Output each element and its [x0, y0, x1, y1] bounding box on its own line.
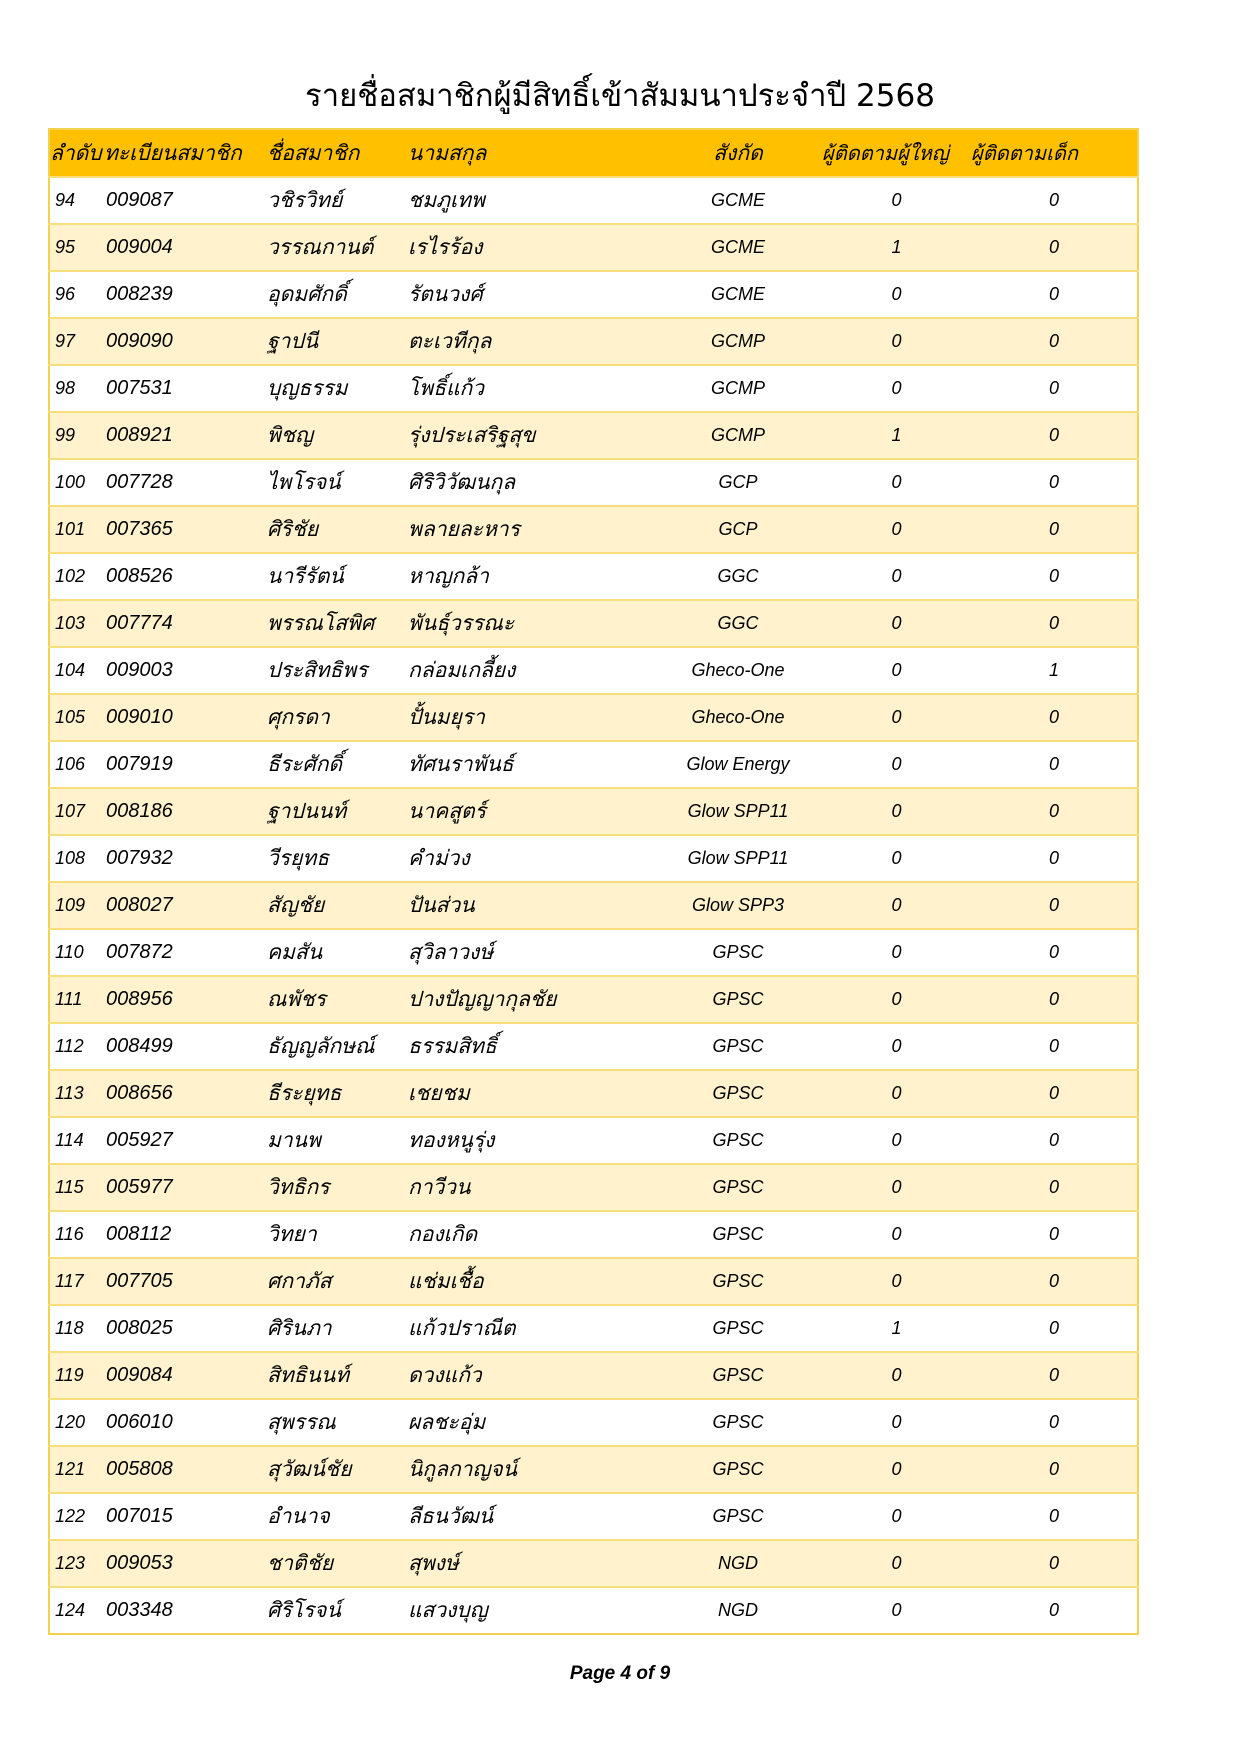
- cell-first-name: วชิรวิทย์: [267, 177, 408, 224]
- cell-adult-companions: 0: [822, 1211, 971, 1258]
- cell-adult-companions: 0: [822, 1164, 971, 1211]
- cell-org: GCP: [654, 506, 822, 553]
- page-footer: Page 4 of 9: [569, 1663, 671, 1684]
- cell-last-name: นิกูลกาญจน์: [408, 1446, 654, 1493]
- cell-adult-companions: 0: [822, 741, 971, 788]
- table-row: [49, 412, 1138, 459]
- cell-adult-companions: 0: [822, 1070, 971, 1117]
- cell-first-name: อุดมศักดิ์: [267, 271, 408, 318]
- cell-member-id: 008027: [104, 882, 267, 929]
- cell-last-name: สุพงษ์: [408, 1540, 654, 1587]
- cell-first-name: สิทธินนท์: [267, 1352, 408, 1399]
- cell-member-id: 008239: [104, 271, 267, 318]
- table-row: [49, 600, 1138, 647]
- cell-child-companions: 0: [971, 459, 1138, 506]
- cell-no: 121: [49, 1446, 104, 1493]
- cell-no: 120: [49, 1399, 104, 1446]
- cell-member-id: 007365: [104, 506, 267, 553]
- cell-org: GPSC: [654, 1117, 822, 1164]
- cell-org: GCMP: [654, 412, 822, 459]
- cell-member-id: 005977: [104, 1164, 267, 1211]
- cell-child-companions: 0: [971, 1211, 1138, 1258]
- cell-no: 112: [49, 1023, 104, 1070]
- cell-child-companions: 0: [971, 224, 1138, 271]
- cell-last-name: ปางปัญญากุลชัย: [408, 976, 654, 1023]
- cell-org: GGC: [654, 553, 822, 600]
- cell-first-name: วิทยา: [267, 1211, 408, 1258]
- cell-child-companions: 0: [971, 1258, 1138, 1305]
- table-row: [49, 929, 1138, 976]
- cell-first-name: ศิรินภา: [267, 1305, 408, 1352]
- cell-member-id: 009084: [104, 1352, 267, 1399]
- table-row: [49, 835, 1138, 882]
- cell-last-name: ดวงแก้ว: [408, 1352, 654, 1399]
- header-first-name: ชื่อสมาชิก: [267, 129, 408, 177]
- cell-last-name: ทัศนราพันธ์: [408, 741, 654, 788]
- cell-org: GPSC: [654, 1258, 822, 1305]
- cell-no: 101: [49, 506, 104, 553]
- cell-first-name: ศิริโรจน์: [267, 1587, 408, 1634]
- cell-last-name: คำม่วง: [408, 835, 654, 882]
- cell-child-companions: 0: [971, 741, 1138, 788]
- cell-child-companions: 0: [971, 553, 1138, 600]
- cell-last-name: ตะเวทีกุล: [408, 318, 654, 365]
- table-row: [49, 506, 1138, 553]
- cell-no: 110: [49, 929, 104, 976]
- cell-child-companions: 0: [971, 1164, 1138, 1211]
- cell-adult-companions: 0: [822, 1258, 971, 1305]
- cell-last-name: แช่มเชื้อ: [408, 1258, 654, 1305]
- cell-child-companions: 0: [971, 788, 1138, 835]
- cell-first-name: คมสัน: [267, 929, 408, 976]
- cell-no: 122: [49, 1493, 104, 1540]
- cell-child-companions: 0: [971, 835, 1138, 882]
- cell-first-name: พิชญ: [267, 412, 408, 459]
- table-row: [49, 1211, 1138, 1258]
- cell-child-companions: 0: [971, 1399, 1138, 1446]
- table-row: [49, 365, 1138, 412]
- cell-first-name: วรรณกานต์: [267, 224, 408, 271]
- cell-last-name: พลายละหาร: [408, 506, 654, 553]
- cell-last-name: นาคสูตร์: [408, 788, 654, 835]
- cell-member-id: 009003: [104, 647, 267, 694]
- cell-member-id: 007728: [104, 459, 267, 506]
- cell-child-companions: 0: [971, 365, 1138, 412]
- cell-child-companions: 0: [971, 929, 1138, 976]
- cell-first-name: สุวัฒน์ชัย: [267, 1446, 408, 1493]
- cell-adult-companions: 0: [822, 788, 971, 835]
- cell-org: Glow SPP11: [654, 835, 822, 882]
- cell-adult-companions: 1: [822, 224, 971, 271]
- cell-no: 96: [49, 271, 104, 318]
- cell-adult-companions: 0: [822, 1540, 971, 1587]
- cell-member-id: 007774: [104, 600, 267, 647]
- cell-adult-companions: 0: [822, 271, 971, 318]
- cell-org: GPSC: [654, 1305, 822, 1352]
- cell-no: 98: [49, 365, 104, 412]
- cell-adult-companions: 0: [822, 318, 971, 365]
- table-row: [49, 647, 1138, 694]
- cell-org: Gheco-One: [654, 694, 822, 741]
- header-member-id: ทะเบียนสมาชิก: [104, 129, 267, 177]
- cell-member-id: 007932: [104, 835, 267, 882]
- cell-first-name: ธีระศักดิ์: [267, 741, 408, 788]
- cell-last-name: ผลชะอุ่ม: [408, 1399, 654, 1446]
- cell-last-name: ทองหนูรุ่ง: [408, 1117, 654, 1164]
- cell-last-name: กล่อมเกลี้ยง: [408, 647, 654, 694]
- cell-child-companions: 0: [971, 412, 1138, 459]
- table-row: [49, 1305, 1138, 1352]
- cell-no: 99: [49, 412, 104, 459]
- cell-no: 100: [49, 459, 104, 506]
- cell-last-name: รัตนวงศ์: [408, 271, 654, 318]
- table-row: [49, 1399, 1138, 1446]
- cell-first-name: ศิริชัย: [267, 506, 408, 553]
- table-body: [49, 177, 1138, 1634]
- cell-last-name: ชมภูเทพ: [408, 177, 654, 224]
- table-row: [49, 1070, 1138, 1117]
- cell-no: 106: [49, 741, 104, 788]
- member-table: [48, 128, 1139, 1635]
- cell-child-companions: 0: [971, 1352, 1138, 1399]
- cell-org: GCMP: [654, 365, 822, 412]
- header-last-name: นามสกุล: [408, 129, 654, 177]
- cell-child-companions: 0: [971, 1540, 1138, 1587]
- cell-member-id: 005808: [104, 1446, 267, 1493]
- cell-first-name: ประสิทธิพร: [267, 647, 408, 694]
- cell-member-id: 008526: [104, 553, 267, 600]
- cell-member-id: 009087: [104, 177, 267, 224]
- cell-last-name: เชยชม: [408, 1070, 654, 1117]
- cell-adult-companions: 0: [822, 365, 971, 412]
- table-row: [49, 459, 1138, 506]
- cell-adult-companions: 0: [822, 929, 971, 976]
- table-row: [49, 553, 1138, 600]
- cell-adult-companions: 0: [822, 647, 971, 694]
- cell-no: 115: [49, 1164, 104, 1211]
- cell-member-id: 007531: [104, 365, 267, 412]
- cell-adult-companions: 1: [822, 412, 971, 459]
- cell-last-name: ลีธนวัฒน์: [408, 1493, 654, 1540]
- cell-first-name: ฐาปนี: [267, 318, 408, 365]
- table-row: [49, 976, 1138, 1023]
- cell-adult-companions: 0: [822, 1352, 971, 1399]
- cell-org: GCMP: [654, 318, 822, 365]
- cell-first-name: มานพ: [267, 1117, 408, 1164]
- header-row: [49, 129, 1138, 177]
- cell-no: 97: [49, 318, 104, 365]
- cell-no: 103: [49, 600, 104, 647]
- cell-member-id: 007705: [104, 1258, 267, 1305]
- cell-first-name: วิทธิกร: [267, 1164, 408, 1211]
- table-row: [49, 1023, 1138, 1070]
- cell-first-name: ศุกรดา: [267, 694, 408, 741]
- cell-last-name: เรไรร้อง: [408, 224, 654, 271]
- cell-adult-companions: 0: [822, 1117, 971, 1164]
- cell-last-name: ปั้นมยุรา: [408, 694, 654, 741]
- cell-org: GPSC: [654, 1211, 822, 1258]
- cell-no: 123: [49, 1540, 104, 1587]
- cell-first-name: ฐาปนนท์: [267, 788, 408, 835]
- cell-member-id: 008025: [104, 1305, 267, 1352]
- cell-org: GCME: [654, 271, 822, 318]
- cell-member-id: 008112: [104, 1211, 267, 1258]
- cell-first-name: พรรณโสพิศ: [267, 600, 408, 647]
- cell-no: 114: [49, 1117, 104, 1164]
- cell-member-id: 009004: [104, 224, 267, 271]
- cell-member-id: 009053: [104, 1540, 267, 1587]
- cell-child-companions: 0: [971, 177, 1138, 224]
- cell-org: GPSC: [654, 1070, 822, 1117]
- table-row: [49, 177, 1138, 224]
- cell-last-name: แก้วปราณีต: [408, 1305, 654, 1352]
- table-row: [49, 1117, 1138, 1164]
- cell-org: GCP: [654, 459, 822, 506]
- cell-member-id: 008186: [104, 788, 267, 835]
- cell-last-name: ปันส่วน: [408, 882, 654, 929]
- cell-last-name: กาวีวน: [408, 1164, 654, 1211]
- cell-adult-companions: 1: [822, 1305, 971, 1352]
- cell-no: 118: [49, 1305, 104, 1352]
- cell-adult-companions: 0: [822, 1493, 971, 1540]
- table-row: [49, 1493, 1138, 1540]
- cell-first-name: ณพัชร: [267, 976, 408, 1023]
- table-row: [49, 1352, 1138, 1399]
- cell-child-companions: 0: [971, 1023, 1138, 1070]
- cell-member-id: 008656: [104, 1070, 267, 1117]
- header-adult-companions: ผู้ติดตามผู้ใหญ่: [822, 129, 971, 177]
- cell-child-companions: 0: [971, 1070, 1138, 1117]
- table-row: [49, 224, 1138, 271]
- table-row: [49, 694, 1138, 741]
- cell-member-id: 006010: [104, 1399, 267, 1446]
- header-no: ลำดับ: [49, 129, 104, 177]
- cell-child-companions: 1: [971, 647, 1138, 694]
- cell-member-id: 003348: [104, 1587, 267, 1634]
- cell-org: NGD: [654, 1587, 822, 1634]
- cell-adult-companions: 0: [822, 1023, 971, 1070]
- cell-no: 109: [49, 882, 104, 929]
- cell-last-name: ธรรมสิทธิ์: [408, 1023, 654, 1070]
- cell-first-name: ศกาภัส: [267, 1258, 408, 1305]
- cell-first-name: ไพโรจน์: [267, 459, 408, 506]
- cell-no: 119: [49, 1352, 104, 1399]
- cell-first-name: นารีรัตน์: [267, 553, 408, 600]
- cell-adult-companions: 0: [822, 553, 971, 600]
- cell-adult-companions: 0: [822, 694, 971, 741]
- table-row: [49, 318, 1138, 365]
- cell-child-companions: 0: [971, 976, 1138, 1023]
- cell-first-name: ธัญญลักษณ์: [267, 1023, 408, 1070]
- cell-first-name: ชาติชัย: [267, 1540, 408, 1587]
- cell-no: 104: [49, 647, 104, 694]
- cell-org: GPSC: [654, 1023, 822, 1070]
- cell-member-id: 008956: [104, 976, 267, 1023]
- cell-last-name: กองเกิด: [408, 1211, 654, 1258]
- cell-last-name: สุวิลาวงษ์: [408, 929, 654, 976]
- cell-last-name: ศิริวิวัฒนกุล: [408, 459, 654, 506]
- cell-adult-companions: 0: [822, 882, 971, 929]
- cell-child-companions: 0: [971, 271, 1138, 318]
- cell-child-companions: 0: [971, 318, 1138, 365]
- cell-child-companions: 0: [971, 1305, 1138, 1352]
- cell-last-name: รุ่งประเสริฐสุข: [408, 412, 654, 459]
- cell-org: Glow Energy: [654, 741, 822, 788]
- cell-adult-companions: 0: [822, 835, 971, 882]
- cell-no: 124: [49, 1587, 104, 1634]
- cell-last-name: แสวงบุญ: [408, 1587, 654, 1634]
- cell-member-id: 008921: [104, 412, 267, 459]
- cell-no: 94: [49, 177, 104, 224]
- cell-org: Gheco-One: [654, 647, 822, 694]
- cell-no: 117: [49, 1258, 104, 1305]
- cell-adult-companions: 0: [822, 1587, 971, 1634]
- cell-no: 95: [49, 224, 104, 271]
- table-row: [49, 1164, 1138, 1211]
- cell-first-name: วีรยุทธ: [267, 835, 408, 882]
- table-header: [49, 129, 1138, 177]
- cell-first-name: อำนาจ: [267, 1493, 408, 1540]
- cell-member-id: 009090: [104, 318, 267, 365]
- cell-no: 105: [49, 694, 104, 741]
- cell-org: Glow SPP3: [654, 882, 822, 929]
- cell-child-companions: 0: [971, 1587, 1138, 1634]
- cell-first-name: บุญธรรม: [267, 365, 408, 412]
- cell-first-name: สุพรรณ: [267, 1399, 408, 1446]
- table-row: [49, 741, 1138, 788]
- cell-org: GPSC: [654, 1399, 822, 1446]
- table-row: [49, 788, 1138, 835]
- cell-member-id: 007872: [104, 929, 267, 976]
- cell-org: GPSC: [654, 929, 822, 976]
- cell-adult-companions: 0: [822, 459, 971, 506]
- cell-member-id: 007015: [104, 1493, 267, 1540]
- cell-org: GPSC: [654, 976, 822, 1023]
- table-row: [49, 1258, 1138, 1305]
- cell-member-id: 005927: [104, 1117, 267, 1164]
- cell-child-companions: 0: [971, 1493, 1138, 1540]
- cell-last-name: โพธิ์แก้ว: [408, 365, 654, 412]
- cell-child-companions: 0: [971, 506, 1138, 553]
- cell-org: GPSC: [654, 1493, 822, 1540]
- cell-child-companions: 0: [971, 1117, 1138, 1164]
- cell-adult-companions: 0: [822, 976, 971, 1023]
- cell-org: GPSC: [654, 1352, 822, 1399]
- cell-member-id: 008499: [104, 1023, 267, 1070]
- cell-adult-companions: 0: [822, 177, 971, 224]
- cell-child-companions: 0: [971, 694, 1138, 741]
- cell-no: 102: [49, 553, 104, 600]
- cell-first-name: สัญชัย: [267, 882, 408, 929]
- cell-member-id: 009010: [104, 694, 267, 741]
- cell-no: 107: [49, 788, 104, 835]
- header-org: สังกัด: [654, 129, 822, 177]
- cell-org: NGD: [654, 1540, 822, 1587]
- cell-no: 116: [49, 1211, 104, 1258]
- cell-adult-companions: 0: [822, 1399, 971, 1446]
- page-title: รายชื่อสมาชิกผู้มีสิทธิ์เข้าสัมมนาประจำปี 2568: [305, 78, 935, 114]
- cell-org: GCME: [654, 224, 822, 271]
- cell-adult-companions: 0: [822, 1446, 971, 1493]
- table-row: [49, 1446, 1138, 1493]
- cell-no: 111: [49, 976, 104, 1023]
- cell-org: GPSC: [654, 1164, 822, 1211]
- table-row: [49, 1587, 1138, 1634]
- table-row: [49, 1540, 1138, 1587]
- cell-last-name: หาญกล้า: [408, 553, 654, 600]
- cell-no: 108: [49, 835, 104, 882]
- cell-adult-companions: 0: [822, 506, 971, 553]
- table-row: [49, 271, 1138, 318]
- table-row: [49, 882, 1138, 929]
- cell-first-name: ธีระยุทธ: [267, 1070, 408, 1117]
- cell-org: Glow SPP11: [654, 788, 822, 835]
- cell-adult-companions: 0: [822, 600, 971, 647]
- cell-member-id: 007919: [104, 741, 267, 788]
- cell-org: GPSC: [654, 1446, 822, 1493]
- cell-child-companions: 0: [971, 882, 1138, 929]
- cell-no: 113: [49, 1070, 104, 1117]
- cell-child-companions: 0: [971, 600, 1138, 647]
- header-child-companions: ผู้ติดตามเด็ก: [971, 129, 1138, 177]
- cell-child-companions: 0: [971, 1446, 1138, 1493]
- cell-org: GCME: [654, 177, 822, 224]
- cell-org: GGC: [654, 600, 822, 647]
- cell-last-name: พันธุ์วรรณะ: [408, 600, 654, 647]
